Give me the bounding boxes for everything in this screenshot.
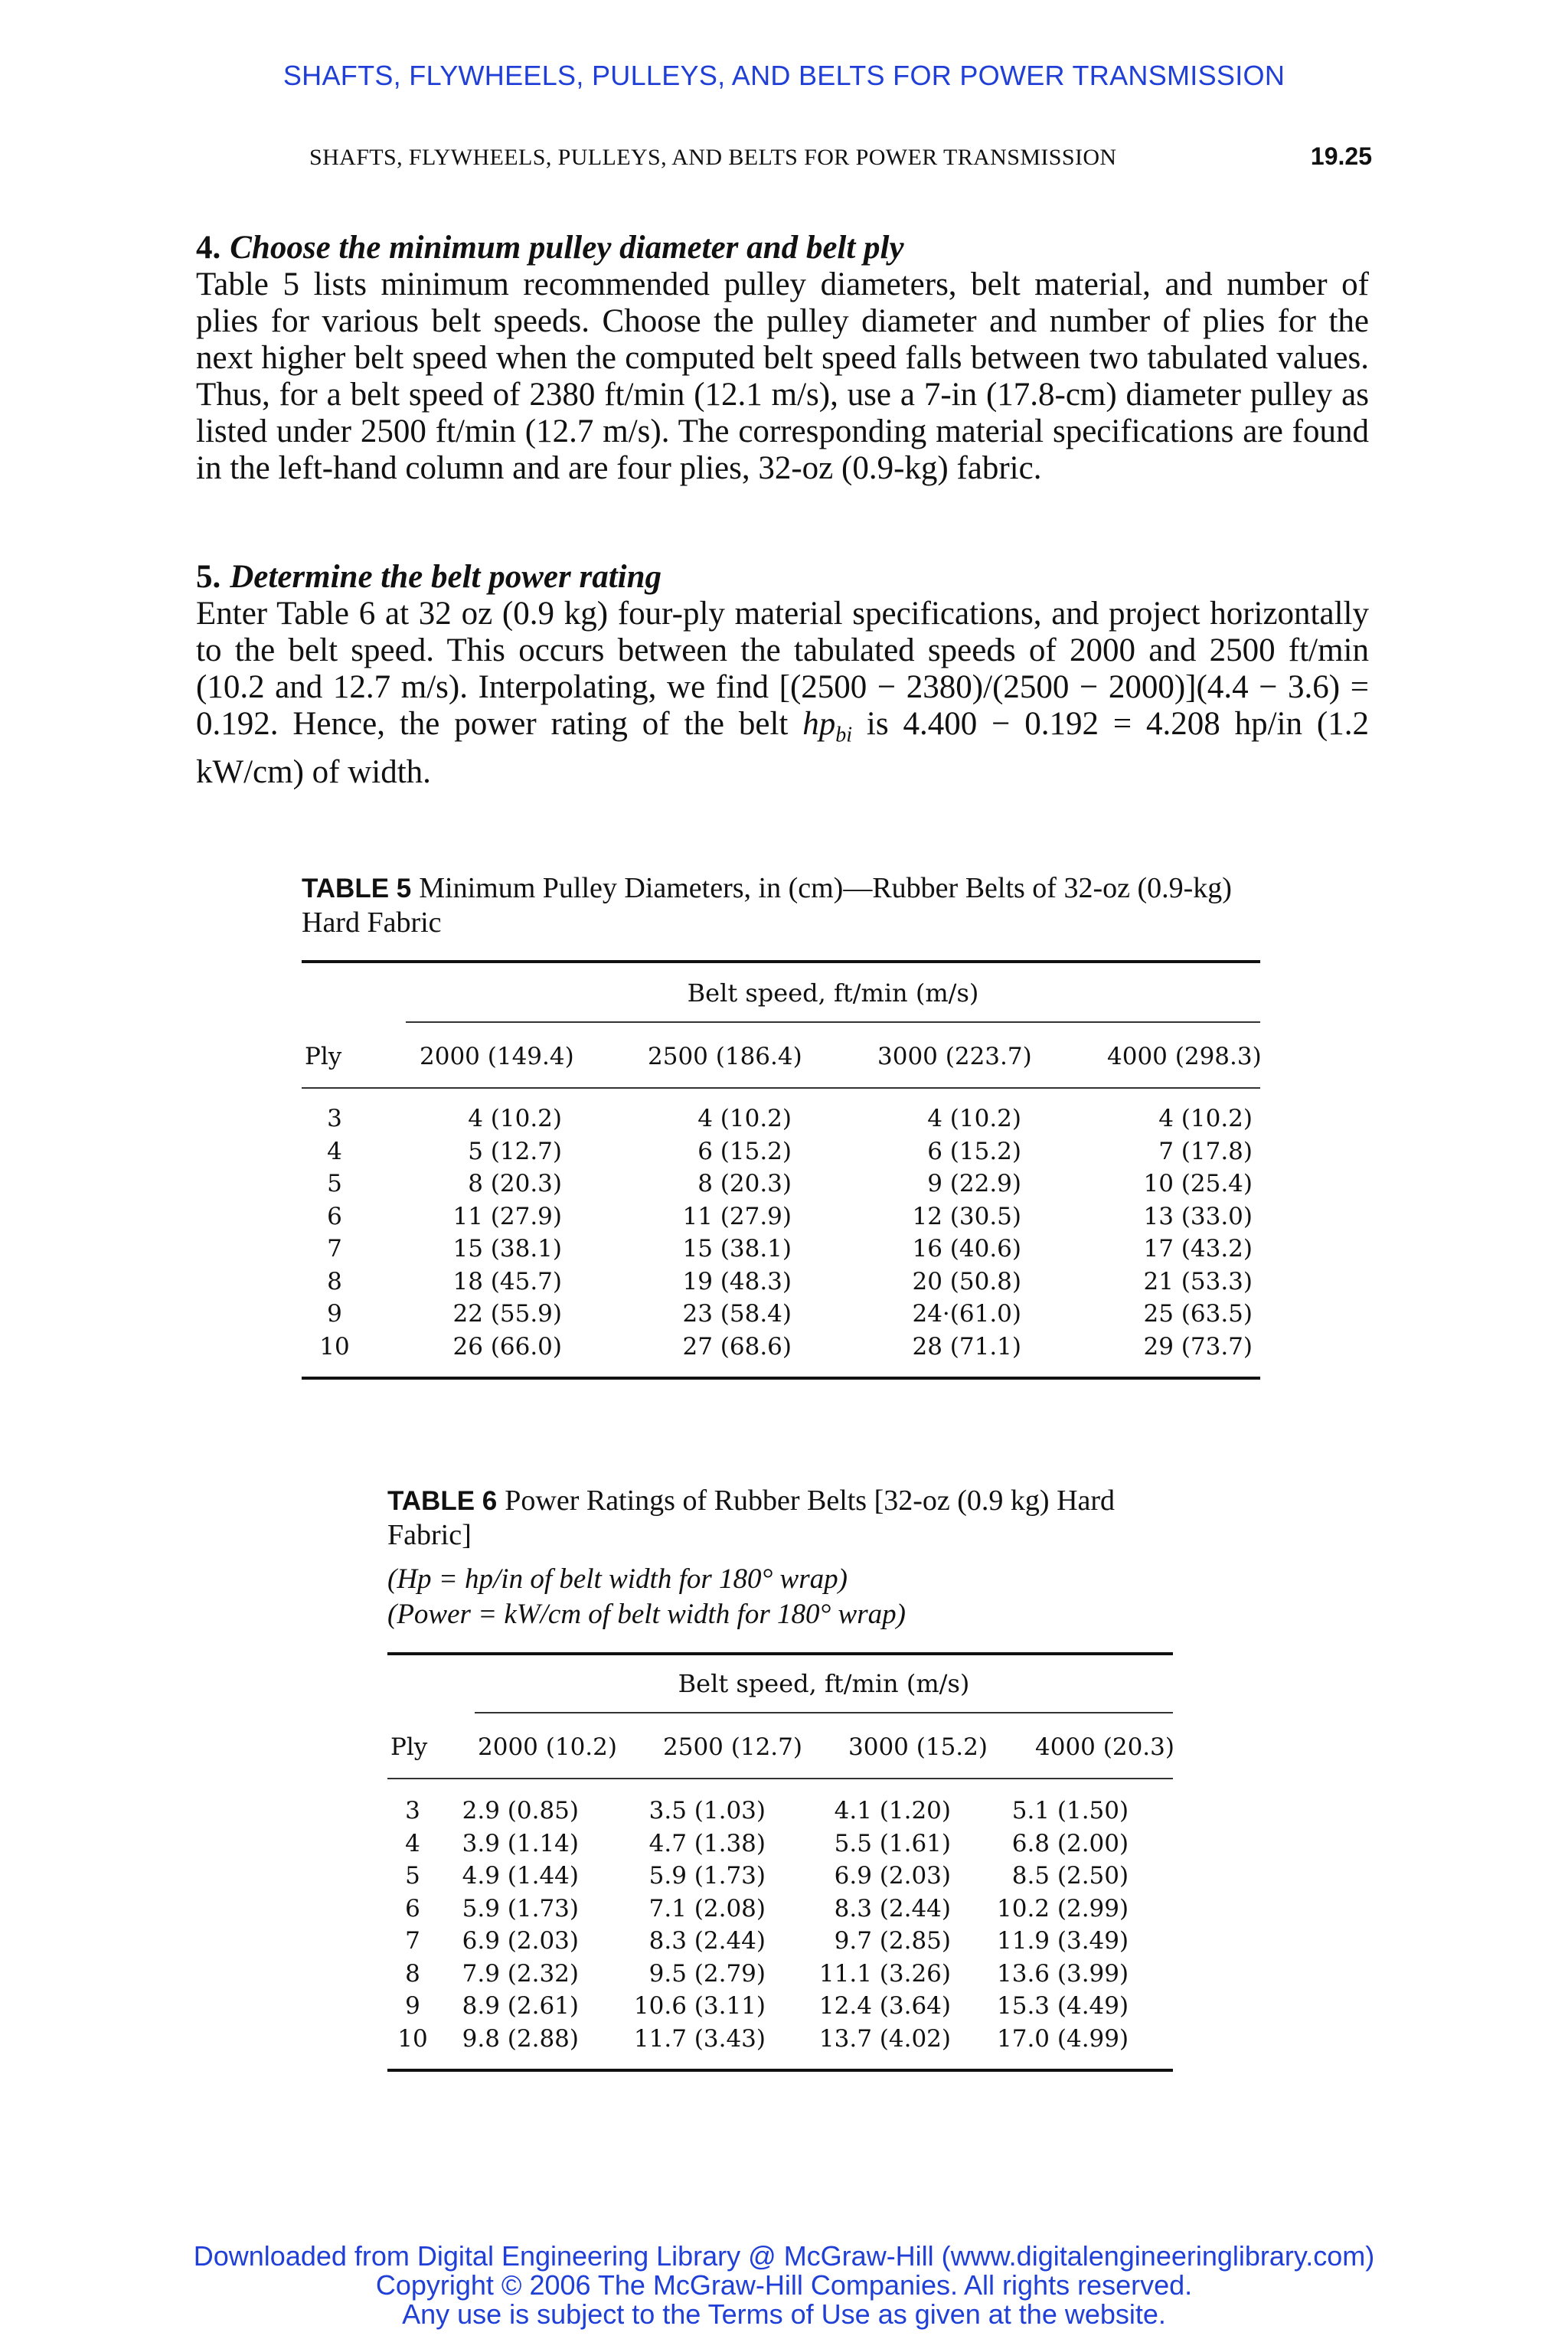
step-5-title: Determine the belt power rating — [230, 559, 662, 595]
value-cell: 12.4 (3.64) — [818, 1992, 951, 2020]
value-cell: 9.5 (2.79) — [648, 1959, 766, 1988]
table-row — [387, 1860, 1174, 1893]
table-5-col-2-header: 2500 (186.4) — [648, 1043, 802, 1070]
value-cell: 5.9 (1.73) — [462, 1894, 579, 1922]
value-cell: 26 (66.0) — [452, 1332, 562, 1361]
table-6-col-1-header: 2000 (10.2) — [478, 1733, 617, 1761]
value-cell: 21 (53.3) — [1143, 1267, 1253, 1295]
table-6-top-rule — [387, 1652, 1173, 1655]
ply-cell: 9 — [327, 1300, 342, 1328]
step-4-number: 4. — [196, 230, 221, 266]
ply-cell: 8 — [405, 1959, 420, 1988]
value-cell: 4.7 (1.38) — [648, 1829, 766, 1857]
value-cell: 17.0 (4.99) — [997, 2024, 1129, 2053]
step-5-paragraph — [196, 596, 1369, 791]
step-5-section — [196, 559, 1369, 791]
value-cell: 4.9 (1.44) — [462, 1862, 579, 1890]
ply-cell: 4 — [405, 1829, 420, 1857]
value-cell: 24·(61.0) — [912, 1300, 1021, 1328]
table-row — [387, 1925, 1174, 1958]
value-cell: 13.6 (3.99) — [997, 1959, 1129, 1988]
ply-cell: 8 — [327, 1267, 342, 1295]
step-4-section — [196, 230, 1369, 487]
value-cell: 29 (73.7) — [1143, 1332, 1253, 1361]
table-row — [302, 1102, 1298, 1135]
table-6-span-header: Belt speed, ft/min (m/s) — [678, 1669, 970, 1698]
ply-cell: 6 — [405, 1894, 420, 1922]
value-cell: 7 (17.8) — [1158, 1137, 1253, 1165]
step-5-number: 5. — [196, 559, 221, 595]
value-cell: 4 (10.2) — [468, 1105, 562, 1133]
step-5-heading — [196, 559, 1369, 596]
value-cell: 4 (10.2) — [697, 1105, 792, 1133]
value-cell: 13 (33.0) — [1143, 1202, 1253, 1230]
ply-cell: 5 — [405, 1862, 420, 1890]
table-6-span-rule — [475, 1712, 1173, 1713]
footer-line-3: Any use is subject to the Terms of Use as given at the website. — [402, 2298, 1166, 2330]
table-6-col-4-header: 4000 (20.3) — [1035, 1733, 1174, 1761]
footer-line-2: Copyright © 2006 The McGraw-Hill Companies. All rights reserved. — [375, 2269, 1193, 2301]
value-cell: 6.8 (2.00) — [1011, 1829, 1129, 1857]
table-5-header-rule — [302, 1087, 1260, 1089]
value-cell: 25 (63.5) — [1143, 1300, 1253, 1328]
table-row — [387, 1990, 1174, 2023]
table-6-header-rule — [387, 1778, 1173, 1779]
ply-cell: 4 — [327, 1137, 342, 1165]
download-footer — [0, 2242, 1568, 2329]
table-row — [302, 1200, 1298, 1233]
table-6-note-1: (Hp = hp/in of belt width for 180° wrap) — [387, 1563, 848, 1595]
table-6-caption-text: Power Ratings of Rubber Belts [32-oz (0.9 kg) Hard Fabric] — [387, 1485, 1116, 1551]
value-cell: 11 (27.9) — [682, 1202, 792, 1230]
blue-page-header: SHAFTS, FLYWHEELS, PULLEYS, AND BELTS FOR POWER TRANSMISSION — [283, 60, 1285, 91]
ply-cell: 6 — [327, 1202, 342, 1230]
value-cell: 5.1 (1.50) — [1011, 1797, 1129, 1825]
table-row — [387, 1828, 1174, 1860]
value-cell: 6 (15.2) — [927, 1137, 1021, 1165]
step-5-text-a: Enter Table 6 at 32 oz (0.9 kg) four-ply material specifications, and project horizontally to the belt speed. This occurs between the tabulated speeds of 2000 and 2500 ft/min (10.2 and 12.7 m/s). Interpolating, we find [(2500 − 2380)/(2500 − 2000)](4.4 − 3.6) = 0.192. Hence, the power rating of the belt — [196, 596, 1369, 742]
table-row — [302, 1168, 1298, 1200]
value-cell: 8 (20.3) — [468, 1170, 562, 1198]
table-6-label: TABLE 6 — [387, 1486, 498, 1516]
hp-subscript: bi — [835, 723, 853, 747]
value-cell: 5 (12.7) — [468, 1137, 562, 1165]
value-cell: 2.9 (0.85) — [462, 1797, 579, 1825]
ply-cell: 3 — [405, 1797, 420, 1825]
table-6-bottom-rule — [387, 2069, 1173, 2072]
value-cell: 7.1 (2.08) — [648, 1894, 766, 1922]
value-cell: 4 (10.2) — [1158, 1105, 1253, 1133]
table-row — [302, 1298, 1298, 1331]
table-row — [302, 1233, 1298, 1266]
table-6-col-2-header: 2500 (12.7) — [663, 1733, 802, 1761]
value-cell: 9 (22.9) — [927, 1170, 1021, 1198]
value-cell: 8.3 (2.44) — [834, 1894, 951, 1922]
table-row — [387, 1795, 1174, 1828]
step-4-heading — [196, 230, 1369, 266]
page-number: 19.25 — [1310, 142, 1372, 170]
table-5-col-1-header: 2000 (149.4) — [420, 1043, 574, 1070]
table-5-body — [302, 1102, 1298, 1363]
value-cell: 18 (45.7) — [452, 1267, 562, 1295]
value-cell: 9.8 (2.88) — [462, 2024, 579, 2053]
value-cell: 5.5 (1.61) — [834, 1829, 951, 1857]
value-cell: 3.9 (1.14) — [462, 1829, 579, 1857]
table-5-caption — [302, 871, 1266, 939]
table-5-ply-header: Ply — [305, 1043, 342, 1070]
value-cell: 10.6 (3.11) — [633, 1992, 766, 2020]
value-cell: 22 (55.9) — [452, 1300, 562, 1328]
table-5-bottom-rule — [302, 1377, 1260, 1380]
table-5-label: TABLE 5 — [302, 874, 412, 903]
value-cell: 20 (50.8) — [912, 1267, 1021, 1295]
table-row — [387, 2023, 1174, 2056]
table-row — [387, 1893, 1174, 1926]
ply-cell: 7 — [327, 1235, 342, 1263]
value-cell: 3.5 (1.03) — [648, 1797, 766, 1825]
value-cell: 11.7 (3.43) — [633, 2024, 766, 2053]
value-cell: 12 (30.5) — [912, 1202, 1021, 1230]
table-row — [302, 1266, 1298, 1298]
ply-cell: 9 — [405, 1992, 420, 2020]
value-cell: 19 (48.3) — [682, 1267, 792, 1295]
value-cell: 11.1 (3.26) — [818, 1959, 951, 1988]
value-cell: 8.5 (2.50) — [1011, 1862, 1129, 1890]
table-5-col-4-header: 4000 (298.3) — [1107, 1043, 1262, 1070]
value-cell: 8.9 (2.61) — [462, 1992, 579, 2020]
ply-cell: 5 — [327, 1170, 342, 1198]
value-cell: 17 (43.2) — [1143, 1235, 1253, 1263]
value-cell: 8.3 (2.44) — [648, 1927, 766, 1955]
table-row — [302, 1135, 1298, 1168]
value-cell: 4.1 (1.20) — [834, 1797, 951, 1825]
hp-symbol: hp — [802, 706, 836, 742]
table-row — [302, 1331, 1298, 1364]
value-cell: 10 (25.4) — [1143, 1170, 1253, 1198]
value-cell: 16 (40.6) — [912, 1235, 1021, 1263]
value-cell: 10.2 (2.99) — [997, 1894, 1129, 1922]
value-cell: 27 (68.6) — [682, 1332, 792, 1361]
table-5-col-3-header: 3000 (223.7) — [877, 1043, 1032, 1070]
value-cell: 5.9 (1.73) — [648, 1862, 766, 1890]
value-cell: 7.9 (2.32) — [462, 1959, 579, 1988]
ply-cell: 10 — [319, 1332, 350, 1361]
value-cell: 11.9 (3.49) — [997, 1927, 1129, 1955]
value-cell: 11 (27.9) — [452, 1202, 562, 1230]
ply-cell: 3 — [327, 1105, 342, 1133]
step-5-text-b: is 4.400 − 0.192 = 4.208 hp/in (1.2 kW/cm) of width. — [196, 706, 1369, 790]
table-6-note-2: (Power = kW/cm of belt width for 180° wrap) — [387, 1599, 906, 1630]
table-6-body — [387, 1795, 1174, 2055]
value-cell: 6.9 (2.03) — [834, 1862, 951, 1890]
value-cell: 4 (10.2) — [927, 1105, 1021, 1133]
step-4-paragraph: Table 5 lists minimum recommended pulley diameters, belt material, and number of plies for various belt speeds. Choose the pulley diameter and number of plies for the next higher belt speed when the computed belt speed falls between two tabulated values. Thus, for a belt speed of 2380 ft/min (12.1 m/s), use a 7-in (17.8-cm) diameter pulley as listed under 2500 ft/min (12.7 m/s). The corresponding material specifications are found in the left-hand column and are four plies, 32-oz (0.9-kg) fabric. — [196, 266, 1369, 486]
value-cell: 13.7 (4.02) — [818, 2024, 951, 2053]
value-cell: 15 (38.1) — [682, 1235, 792, 1263]
table-5-span-header: Belt speed, ft/min (m/s) — [687, 978, 979, 1008]
table-6-caption — [387, 1484, 1184, 1552]
table-5-top-rule — [302, 960, 1260, 963]
value-cell: 15.3 (4.49) — [997, 1992, 1129, 2020]
running-head — [309, 142, 1372, 171]
table-row — [387, 1958, 1174, 1991]
step-4-title: Choose the minimum pulley diameter and belt ply — [230, 230, 904, 266]
value-cell: 9.7 (2.85) — [834, 1927, 951, 1955]
value-cell: 6.9 (2.03) — [462, 1927, 579, 1955]
value-cell: 15 (38.1) — [452, 1235, 562, 1263]
ply-cell: 7 — [405, 1927, 420, 1955]
table-5-span-rule — [406, 1021, 1260, 1023]
footer-line-1: Downloaded from Digital Engineering Library @ McGraw-Hill (www.digitalengineeringlibrary.com) — [193, 2240, 1375, 2272]
value-cell: 23 (58.4) — [682, 1300, 792, 1328]
table-6-ply-header: Ply — [390, 1733, 428, 1761]
ply-cell: 10 — [397, 2024, 428, 2053]
table-5-caption-text: Minimum Pulley Diameters, in (cm)—Rubber Belts of 32-oz (0.9-kg) Hard Fabric — [302, 872, 1232, 939]
value-cell: 6 (15.2) — [697, 1137, 792, 1165]
running-title: SHAFTS, FLYWHEELS, PULLEYS, AND BELTS FOR POWER TRANSMISSION — [309, 145, 1117, 170]
value-cell: 28 (71.1) — [912, 1332, 1021, 1361]
value-cell: 8 (20.3) — [697, 1170, 792, 1198]
table-6-col-3-header: 3000 (15.2) — [848, 1733, 988, 1761]
